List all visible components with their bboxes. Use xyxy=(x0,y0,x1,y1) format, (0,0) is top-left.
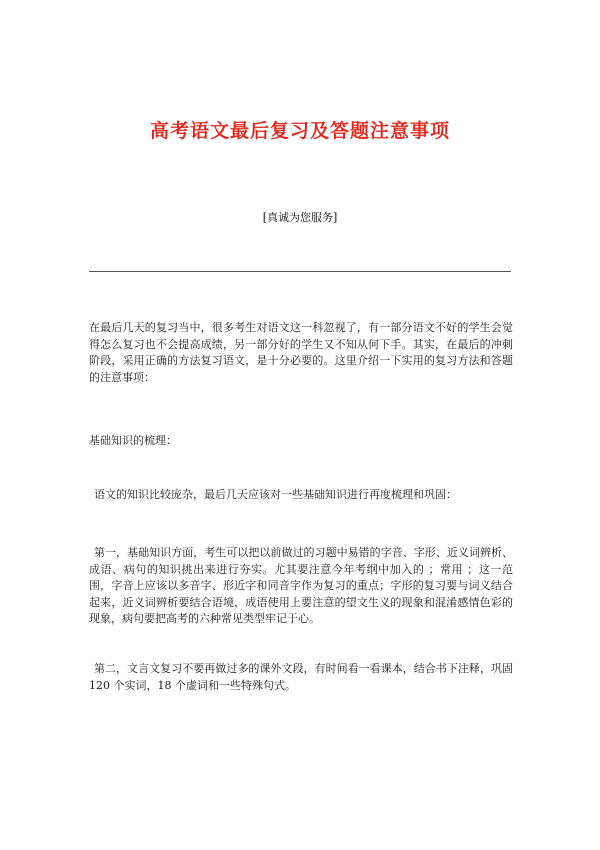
document-title: 高考语文最后复习及答题注意事项 xyxy=(149,120,450,142)
intro-paragraph: 在最后几天的复习当中，很多考生对语文这一科忽视了，有一部分语文不好的学生会觉得怎么复习也不会提高成绩，另一部分好的学生又不知从何下手。其实，在最后的冲刺阶段，采用正确的方法复习语文，是十分必要的。这里介绍一下实用的复习方法和答题的注意事项： xyxy=(89,321,513,384)
second-point-paragraph: 第二，文言文复习不要再做过多的课外文段，有时间看一看课本，结合书下注释，巩固 120 个实词，18 个虚词和一些特殊句式。 xyxy=(89,662,513,692)
section-intro-paragraph: 语文的知识比较庞杂，最后几天应该对一些基础知识进行再度梳理和巩固： xyxy=(94,488,457,501)
horizontal-divider xyxy=(89,271,511,272)
document-subtitle: [真诚为您服务] xyxy=(262,211,338,224)
first-point-paragraph: 第一，基础知识方面，考生可以把以前做过的习题中易错的字音、字形、近义词辨析、成语、病句的知识挑出来进行夯实。尤其要注意今年考纲中加入的 ；常用 ；这一范围，字音上应该以多音字、形近字和同音字作为复习的重点；字形的复习要与词义结合起来，近义词辨析要结合语境，成语使用上要注意的望文生义的现象和混淆感情色彩的现象，病句要把高考的六种常见类型牢记于心。 xyxy=(89,546,513,625)
section-heading: 基础知识的梳理： xyxy=(89,434,177,447)
